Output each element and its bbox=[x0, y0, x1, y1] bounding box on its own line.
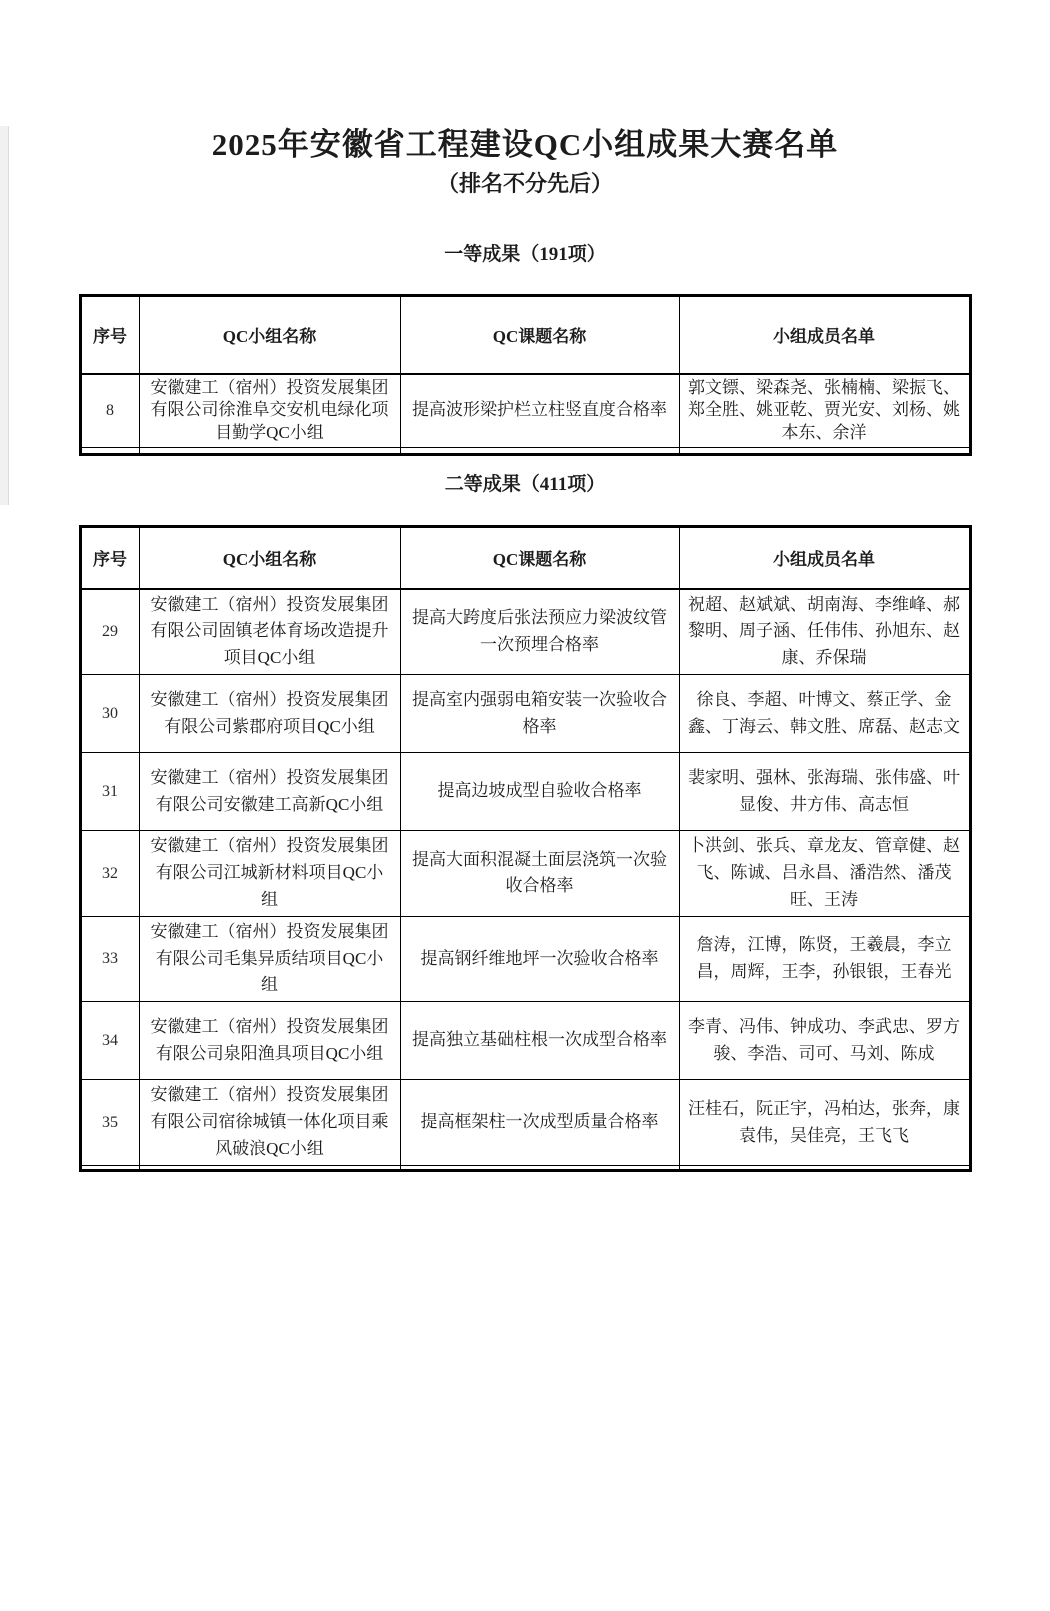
row-number-cell: 30 bbox=[80, 675, 139, 753]
table-row bbox=[80, 831, 970, 917]
first-prize-table bbox=[79, 294, 972, 456]
empty-cell bbox=[80, 1165, 139, 1170]
empty-cell bbox=[679, 448, 970, 455]
empty-cell bbox=[139, 448, 400, 455]
table-row bbox=[80, 1002, 970, 1080]
page-edge-shadow bbox=[0, 126, 9, 505]
first-prize-heading: 一等成果（191项） bbox=[444, 244, 606, 266]
members-cell: 郭文镖、梁森尧、张楠楠、梁振飞、郑全胜、姚亚乾、贾光安、刘杨、姚本东、余洋 bbox=[679, 374, 970, 448]
qc-topic-cell: 提高大面积混凝土面层浇筑一次验收合格率 bbox=[400, 831, 679, 917]
second-prize-table bbox=[79, 525, 972, 1172]
table-header bbox=[80, 296, 970, 374]
qc-group-name-cell: 安徽建工（宿州）投资发展集团有限公司徐淮阜交安机电绿化项目勤学QC小组 bbox=[139, 374, 400, 448]
truncated-next-row bbox=[80, 448, 970, 455]
table-body bbox=[80, 374, 970, 448]
table-row bbox=[80, 374, 970, 448]
qc-group-name-cell: 安徽建工（宿州）投资发展集团有限公司紫郡府项目QC小组 bbox=[139, 675, 400, 753]
qc-group-name-cell: 安徽建工（宿州）投资发展集团有限公司安徽建工高新QC小组 bbox=[139, 753, 400, 831]
truncated-next-row bbox=[80, 1165, 970, 1170]
qc-topic-cell: 提高大跨度后张法预应力梁波纹管一次预埋合格率 bbox=[400, 589, 679, 675]
row-number-cell: 34 bbox=[80, 1002, 139, 1080]
document-title: 2025年安徽省工程建设QC小组成果大赛名单 bbox=[211, 127, 839, 162]
table-row bbox=[80, 589, 970, 675]
row-number-cell: 33 bbox=[80, 916, 139, 1002]
qc-topic-cell: 提高独立基础柱根一次成型合格率 bbox=[400, 1002, 679, 1080]
row-number-cell: 8 bbox=[80, 374, 139, 448]
members-cell: 祝超、赵斌斌、胡南海、李维峰、郝黎明、周子涵、任伟伟、孙旭东、赵康、乔保瑞 bbox=[679, 589, 970, 675]
qc-group-name-cell: 安徽建工（宿州）投资发展集团有限公司江城新材料项目QC小组 bbox=[139, 831, 400, 917]
section-first-prize bbox=[0, 243, 1050, 456]
row-number-cell: 35 bbox=[80, 1080, 139, 1166]
column-header-no: 序号 bbox=[80, 296, 139, 374]
qc-topic-cell: 提高波形梁护栏立柱竖直度合格率 bbox=[400, 374, 679, 448]
second-prize-heading: 二等成果（411项） bbox=[444, 474, 606, 496]
column-header-topic: QC课题名称 bbox=[400, 527, 679, 589]
section-second-prize bbox=[0, 473, 1050, 1172]
table-header bbox=[80, 527, 970, 589]
table-row bbox=[80, 916, 970, 1002]
qc-topic-cell: 提高边坡成型自验收合格率 bbox=[400, 753, 679, 831]
members-cell: 李青、冯伟、钟成功、李武忠、罗方骏、李浩、司可、马刘、陈成 bbox=[679, 1002, 970, 1080]
qc-topic-cell: 提高室内强弱电箱安装一次验收合格率 bbox=[400, 675, 679, 753]
column-header-members: 小组成员名单 bbox=[679, 296, 970, 374]
members-cell: 裴家明、强林、张海瑞、张伟盛、叶显俊、井方伟、高志恒 bbox=[679, 753, 970, 831]
members-cell: 汪桂石，阮正宇，冯柏达，张奔，康袁伟，吴佳亮，王飞飞 bbox=[679, 1080, 970, 1166]
qc-group-name-cell: 安徽建工（宿州）投资发展集团有限公司泉阳渔具项目QC小组 bbox=[139, 1002, 400, 1080]
table-row bbox=[80, 1080, 970, 1166]
row-number-cell: 31 bbox=[80, 753, 139, 831]
row-number-cell: 32 bbox=[80, 831, 139, 917]
table-row bbox=[80, 753, 970, 831]
column-header-group: QC小组名称 bbox=[139, 296, 400, 374]
qc-group-name-cell: 安徽建工（宿州）投资发展集团有限公司毛集异质结项目QC小组 bbox=[139, 916, 400, 1002]
members-cell: 詹涛，江博，陈贤，王羲晨，李立昌，周辉，王李，孙银银，王春光 bbox=[679, 916, 970, 1002]
truncated-row bbox=[80, 448, 970, 455]
column-header-topic: QC课题名称 bbox=[400, 296, 679, 374]
empty-cell bbox=[400, 1165, 679, 1170]
qc-topic-cell: 提高框架柱一次成型质量合格率 bbox=[400, 1080, 679, 1166]
empty-cell bbox=[679, 1165, 970, 1170]
truncated-row bbox=[80, 1165, 970, 1170]
qc-topic-cell: 提高钢纤维地坪一次验收合格率 bbox=[400, 916, 679, 1002]
column-header-members: 小组成员名单 bbox=[679, 527, 970, 589]
qc-group-name-cell: 安徽建工（宿州）投资发展集团有限公司宿徐城镇一体化项目乘风破浪QC小组 bbox=[139, 1080, 400, 1166]
table-row bbox=[80, 675, 970, 753]
row-number-cell: 29 bbox=[80, 589, 139, 675]
column-header-no: 序号 bbox=[80, 527, 139, 589]
members-cell: 卜洪剑、张兵、章龙友、管章健、赵飞、陈诚、吕永昌、潘浩然、潘茂旺、王涛 bbox=[679, 831, 970, 917]
empty-cell bbox=[139, 1165, 400, 1170]
table-body bbox=[80, 589, 970, 1166]
qc-group-name-cell: 安徽建工（宿州）投资发展集团有限公司固镇老体育场改造提升项目QC小组 bbox=[139, 589, 400, 675]
document-subtitle: （排名不分先后） bbox=[436, 170, 613, 196]
table-header-row bbox=[80, 527, 970, 589]
empty-cell bbox=[400, 448, 679, 455]
table-header-row bbox=[80, 296, 970, 374]
members-cell: 徐良、李超、叶博文、蔡正学、金鑫、丁海云、韩文胜、席磊、赵志文 bbox=[679, 675, 970, 753]
column-header-group: QC小组名称 bbox=[139, 527, 400, 589]
empty-cell bbox=[80, 448, 139, 455]
